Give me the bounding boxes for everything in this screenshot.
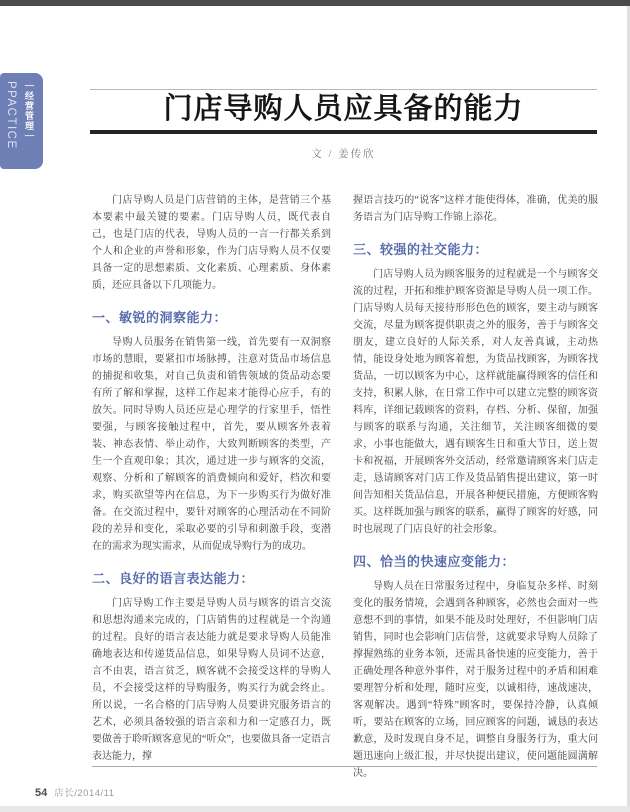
section-1-paragraph: 导购人员服务在销售第一线，首先要有一双洞察市场的慧眼，要紧扣市场脉搏，注意对货品市场信息的捕捉和收集，对自己负责和销售领域的货品动态要有所了解和掌握，这样工作起来才能得心应手，有的放矢。同时导购人员还应是心理学的行家里手，悟性要强，与顾客接触过程中，首先，要从顾客外表着装、神态表情、举止动作，大致判断顾客的类型，产生一个直观印象；其次，通过进一步与顾客的交流，观察、分析和了解顾客的消费倾向和爱好，档次和要求，购买欲望等内在信息，为下一步购买行为做好准备。在交流过程中，要针对顾客的心理活动在不同阶段的差异和变化，采取必要的引导和刺激手段，变潜在的需求为现实需求，从而促成导购行为的成功。 (92, 337, 331, 552)
page-footer (35, 783, 115, 801)
top-edge-bar (0, 0, 630, 6)
section-3-paragraph: 门店导购人员为顾客服务的过程就是一个与顾客交流的过程，开拓和维护顾客资源是导购人员一项工作。门店导购人员每天接待形形色色的顾客，要主动与顾客交流，尽量为顾客提供职责之外的服务，善于与顾客交朋友，建立良好的人际关系，对人友善真诚，主动热情，能设身处地为顾客着想，为货品找顾客，为顾客找货品，一切以顾客为中心，这样就能赢得顾客的信任和支持，积累人脉，在日常工作中可以建立完整的顾客资料库，详细记载顾客的资料，存档、分析、保留，加强与顾客的联系与沟通，关注细节，关注顾客细微的要求，小事也能做大，遇有顾客生日和重大节日，送上贺卡和祝福，开展顾客外交活动，经常邀请顾客来门店走走，恳请顾客对门店工作及货品销售提出建议，第一时间告知相关货品信息，开展各种便民措施，方便顾客购买。这样既加强与顾客的联系，赢得了顾客的好感，同时也展现了门店良好的社会形象。 (353, 269, 598, 535)
article-title: 门店导购人员应具备的能力 (163, 93, 524, 125)
left-column (92, 192, 331, 765)
journal-issue-label: 店长/2014/11 (54, 788, 115, 799)
footer-rule (92, 766, 597, 767)
page-bottom-edge (0, 806, 630, 812)
section-tab-category-label: ｜经营管理｜ (24, 81, 34, 141)
section-heading-2: 二、良好的语言表达能力： (92, 571, 255, 586)
right-column (353, 192, 598, 782)
section-tab-latin-label: PPACTICE (5, 81, 17, 150)
section-2-paragraph-continuation: 握语言技巧的“说客”这样才能使得体，准确，优美的服务语言为门店导购工作锦上添花。 (353, 195, 598, 223)
section-heading-4: 四、恰当的快速应变能力： (353, 554, 516, 569)
page-number: 54 (35, 787, 48, 799)
section-2-paragraph: 门店导购工作主要是导购人员与顾客的语言交流和思想沟通来完成的，门店销售的过程就是一个沟通的过程。良好的语言表达能力就是要求导购人员能准确地表达和传递货品信息，如果导购人员词不达意，言不由衷，语言贫乏，顾客就不会接受这样的导购人员，不会接受这样的导购服务，购买行为就会终止。所以说，一名合格的门店导购人员要讲究服务语言的艺术，必须具备较强的语言亲和力和一定感召力，既要做善于聆听顾客意见的“听众”，也要做具备一定语言表达能力，撑 (92, 598, 331, 762)
section-4-paragraph: 导购人员在日常服务过程中，身临复杂多样、时刻变化的服务情境，会遇到各种顾客，必然也会面对一些意想不到的事情，如果不能及时处理好，不但影响门店销售，同时也会影响门店信誉，这就要求导购人员除了撑握熟练的业务本领，还需具备快速的应变能力，善于正确处理各种意外事件，对于服务过程中的矛盾和困难要理智分析和处理，随时应变，以诚相待，速战速决，客观解决。遇到“特殊”顾客时，要保持冷静，认真倾听，要站在顾客的立场，回应顾客的问题，诚恳的表达歉意，及时发现自身不足，调整自身服务行为，重大问题迅速向上级汇报，并尽快提出建议，使问题能圆满解决。 (353, 581, 598, 779)
byline: 文 / 姜传欣 (311, 149, 376, 160)
intro-paragraph: 门店导购人员是门店营销的主体，是营销三个基本要素中最关键的要素。门店导购人员，既代表自己，也是门店的代表，导购人员的一言一行都关系到个人和企业的声誉和形象，作为门店导购人员不仅要具备一定的思想素质、文化素质、心理素质、身体素质，还应具备以下几项能力。 (92, 195, 331, 291)
section-tab (0, 73, 43, 169)
section-heading-1: 一、敏锐的洞察能力： (92, 310, 228, 325)
section-heading-3: 三、较强的社交能力： (353, 242, 489, 257)
title-underline-rule (90, 130, 597, 134)
